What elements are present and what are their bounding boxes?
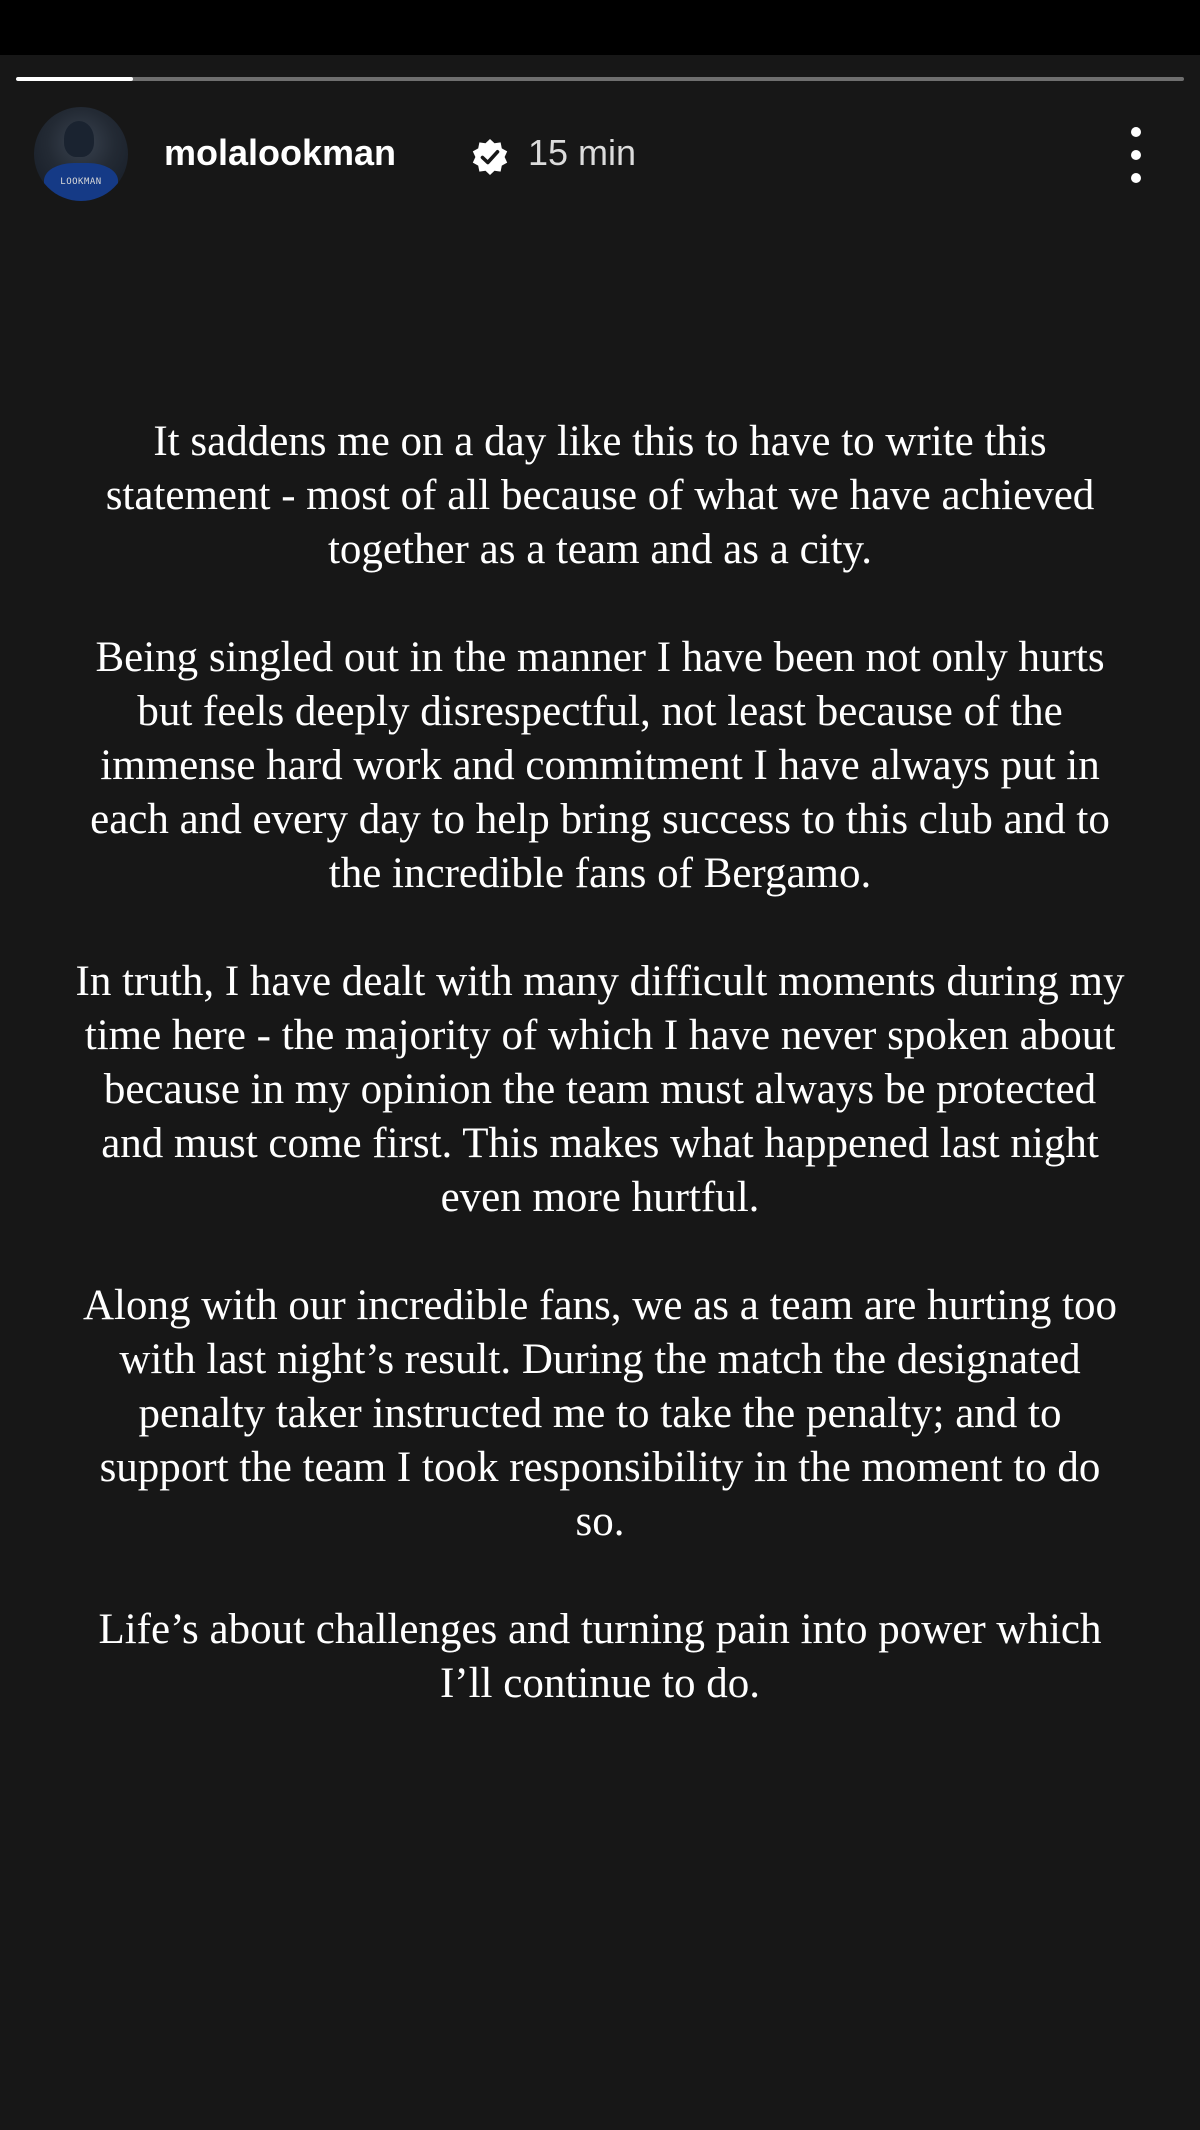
story-header [34, 107, 1174, 203]
story-progress-bar [16, 77, 1184, 81]
status-bar [0, 0, 1200, 55]
avatar[interactable] [34, 107, 128, 201]
story-progress-fill [16, 77, 133, 81]
statement-paragraph: It saddens me on a day like this to have to write this statement - most of all because of what we have achieved together as a team and as a city. [105, 418, 1095, 573]
avatar-text: LOOKMAN [60, 177, 102, 187]
more-dot [1131, 173, 1141, 183]
statement-text [70, 415, 1130, 1711]
more-dot [1131, 127, 1141, 137]
statement-paragraph: Life’s about challenges and turning pain into power which I’ll continue to do. [98, 1606, 1102, 1707]
more-vertical-icon[interactable] [1114, 127, 1158, 183]
username[interactable]: molalookman [164, 132, 397, 173]
statement-paragraph: In truth, I have dealt with many difficult moments during my time here - the majority of which I have never spoken about because in my opinion the team must always be protected and must come first. This makes what happened last night even more hurtful. [75, 958, 1125, 1221]
verified-badge-icon [470, 137, 510, 177]
more-dot [1131, 150, 1141, 160]
statement-paragraph: Along with our incredible fans, we as a team are hurting too with last night’s result. During the match the designated penalty taker instructed me to take the penalty; and to support the team I took responsibility in the moment to do so. [82, 1282, 1118, 1545]
statement-paragraph: Being singled out in the manner I have been not only hurts but feels deeply disrespectful, not least because of the immense hard work and commitment I have always put in each and every day to help bring success to this club and to the incredible fans of Bergamo. [90, 634, 1110, 897]
story-timestamp: 15 min [528, 132, 637, 173]
avatar-figure [64, 121, 94, 157]
